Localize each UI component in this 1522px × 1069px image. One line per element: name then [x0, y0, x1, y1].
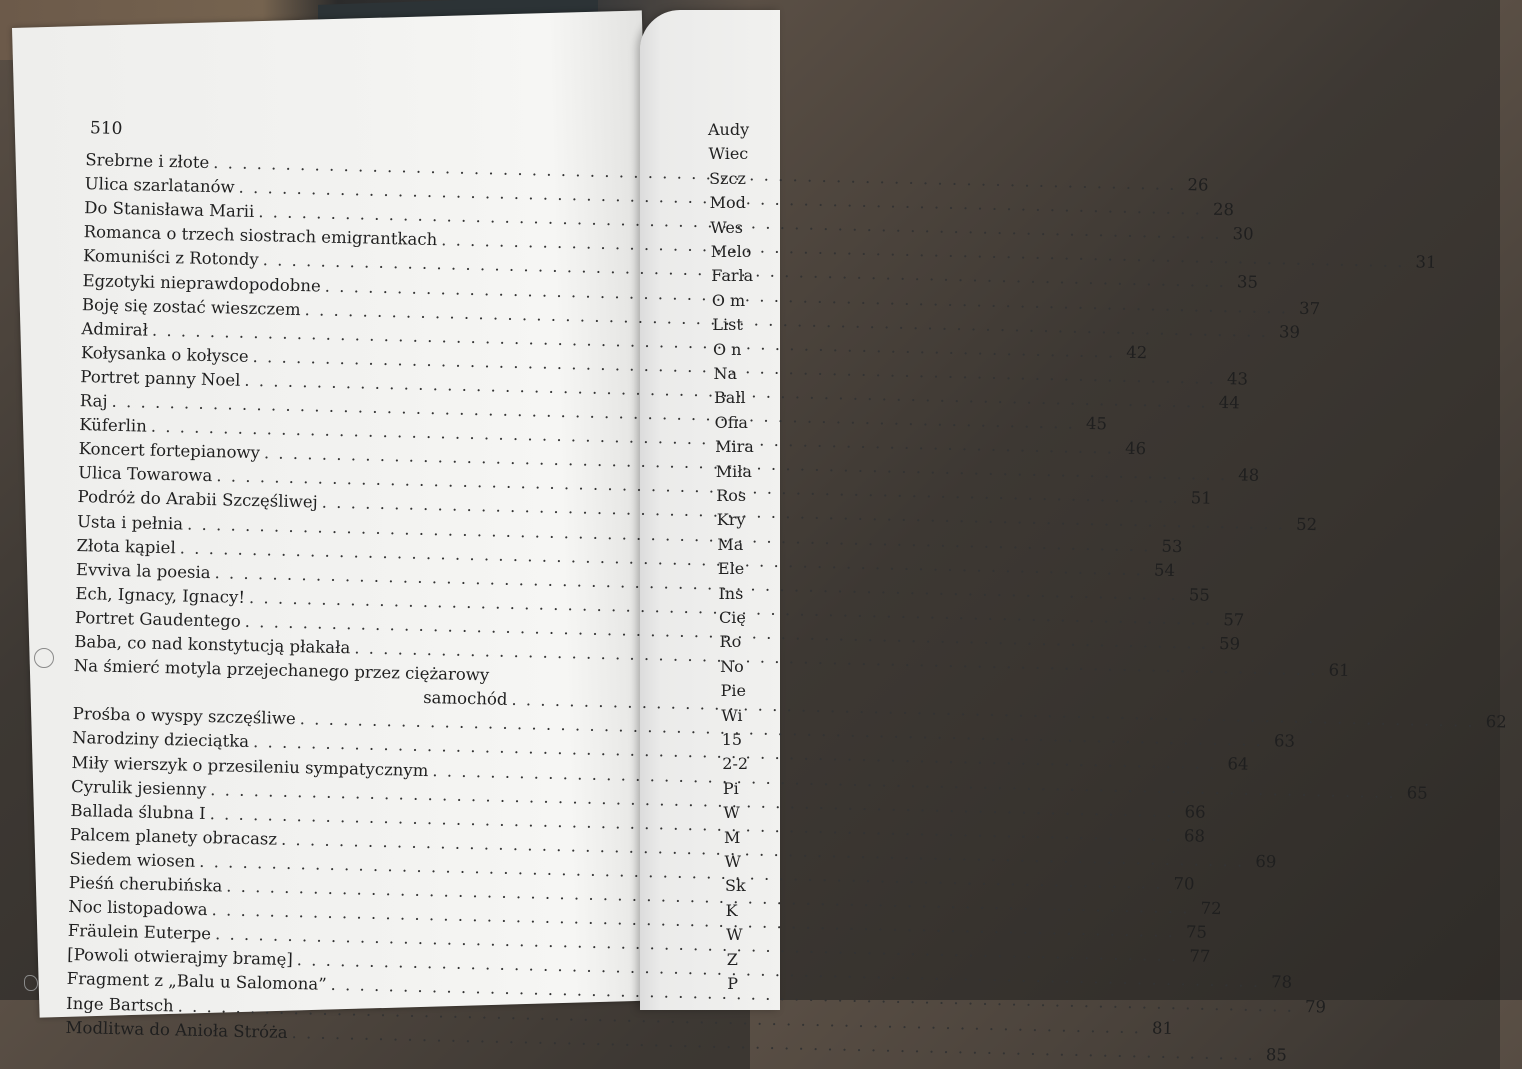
- toc-entry-title: Inge Bartsch: [65, 993, 174, 1015]
- right-page-fragment: O m: [711, 290, 746, 310]
- toc-entry-title: Prośba o wyspy szczęśliwe: [72, 704, 296, 729]
- toc-entry-page: 78: [1270, 972, 1293, 993]
- toc-entry-title: Srebrne i złote: [85, 150, 210, 172]
- right-page-fragment: Ele: [717, 559, 745, 579]
- right-page-fragment: Mira: [715, 437, 754, 457]
- right-page-fragment: Wiec: [708, 144, 749, 164]
- toc-entry-page: 53: [1161, 536, 1183, 556]
- right-page-fragment: Pi: [722, 778, 739, 798]
- toc-entry-page: 52: [1295, 515, 1318, 535]
- toc-entry-title: Modlitwa do Anioła Stróża: [65, 1017, 288, 1042]
- toc-entry-page: 70: [1173, 873, 1195, 894]
- toc-entry-page: 37: [1298, 298, 1321, 318]
- toc-entry-page: 44: [1218, 392, 1240, 413]
- toc-entry-page: 28: [1212, 199, 1235, 220]
- right-page-fragment: Pie: [720, 681, 746, 701]
- right-page-fragment: Wi: [721, 705, 743, 725]
- right-page-fragment: W: [724, 852, 741, 871]
- right-page-fragment: 15: [721, 730, 743, 749]
- right-page-fragment: List: [712, 315, 743, 335]
- toc-entry-title: Ballada ślubna I: [70, 800, 206, 823]
- toc-entry-page: 64: [1227, 754, 1249, 775]
- toc-entry-page: 35: [1236, 272, 1259, 293]
- right-page-fragment: K: [725, 900, 738, 920]
- right-page-fragment: 2-2: [722, 754, 749, 774]
- toc-entry-title: [Powoli otwierajmy bramę]: [67, 945, 294, 970]
- toc-entry-page: 26: [1187, 175, 1209, 195]
- toc-entry-page: 45: [1085, 413, 1108, 434]
- toc-entry-title: Podróż do Arabii Szczęśliwej: [77, 487, 318, 512]
- toc-entry-title: Do Stanisława Marii: [84, 198, 255, 222]
- right-page-fragment: Miła: [715, 461, 752, 481]
- right-page-fragment: Sk: [725, 876, 746, 896]
- toc-entry-page: 30: [1232, 224, 1254, 244]
- toc-entry-title: Evviva la poesia: [75, 559, 211, 582]
- right-page-fragment: Kry: [716, 510, 746, 530]
- right-page-fragment: Melo: [710, 242, 752, 261]
- toc-entry-title: Komuniści z Rotondy: [82, 246, 259, 270]
- toc-entry-title: Cyrulik jesienny: [70, 776, 207, 799]
- toc-entry-page: 81: [1151, 1018, 1174, 1038]
- toc-entry-title: Ulica szarlatanów: [84, 174, 235, 197]
- toc-entry-page: 79: [1304, 997, 1327, 1017]
- toc-entry-page: 77: [1189, 946, 1211, 967]
- toc-entry-page: 46: [1124, 438, 1147, 459]
- right-page-fragment: Ins: [718, 583, 744, 603]
- toc-entry-page: 39: [1278, 321, 1301, 342]
- right-page-fragment: W: [726, 925, 743, 945]
- toc-entry-page: 54: [1153, 560, 1176, 580]
- right-page-fragment: Wes: [710, 217, 744, 237]
- toc-entry-title: Pieśń cherubińska: [68, 872, 223, 896]
- toc-entry-title: Portret Gaudentego: [74, 607, 242, 631]
- toc-entry-title: Siedem wiosen: [69, 848, 196, 871]
- toc-entry-page: 55: [1188, 584, 1211, 605]
- toc-entry-page: 69: [1255, 851, 1277, 872]
- toc-entry-page: 66: [1184, 801, 1206, 822]
- toc-entry-title: Noc listopadowa: [68, 897, 208, 920]
- toc-entry-page: 59: [1218, 633, 1241, 654]
- right-page-fragment: Ros: [716, 486, 747, 505]
- right-page-fragment: Mod: [709, 193, 746, 213]
- right-page-fragment: No: [720, 656, 744, 676]
- right-page-fragment: Ball: [714, 388, 746, 408]
- toc-entry-title: Palcem planety obracasz: [69, 824, 278, 849]
- toc-entry-title: Fragment z „Balu u Salomona”: [66, 969, 327, 995]
- toc-entry-page: 61: [1328, 660, 1350, 680]
- toc-entry-title: Narodziny dzieciątka: [71, 728, 250, 752]
- toc-entry-title: Miły wierszyk o przesileniu sympatycznym: [71, 752, 429, 780]
- right-page-fragment: W: [723, 803, 740, 823]
- toc-entry-continuation-text: samochód: [422, 688, 508, 710]
- toc-entry-page: 85: [1265, 1044, 1288, 1065]
- right-page-fragment: Z: [726, 949, 738, 969]
- toc-entry: [74, 656, 560, 686]
- toc-entry-page: 65: [1406, 782, 1428, 803]
- toc-entry-title: Baba, co nad konstytucją płakała: [74, 632, 351, 658]
- toc-entry-page: 31: [1415, 252, 1437, 273]
- right-page-fragment: M: [723, 827, 741, 847]
- toc-entry-title: Usta i pełnia: [76, 511, 184, 533]
- right-page-fragment: Szcz: [709, 168, 746, 188]
- toc-entry-title: Küferlin: [79, 415, 148, 436]
- page-number: 510: [89, 118, 123, 139]
- right-page-fragment: Cię: [719, 608, 746, 627]
- toc-entry-title: Fräulein Euterpe: [67, 921, 212, 944]
- toc-entry-page: 62: [1485, 712, 1507, 732]
- toc-entry-title: Romanca o trzech siostrach emigrantkach: [83, 222, 438, 250]
- toc-entry-page: 75: [1185, 922, 1208, 942]
- pencil-circle-mark: [24, 975, 38, 991]
- toc-entry-page: 51: [1190, 488, 1212, 509]
- toc-entry-page: 68: [1183, 825, 1206, 846]
- toc-entry-page: 72: [1200, 898, 1222, 919]
- toc-entry-page: 63: [1273, 731, 1296, 752]
- toc-entry-page: 48: [1238, 465, 1260, 486]
- toc-entry-title: Kołysanka o kołysce: [80, 342, 249, 366]
- right-page-fragment: Farla: [711, 266, 754, 286]
- right-page-fragment: Ma: [717, 534, 744, 554]
- pencil-circle-mark: [34, 648, 54, 668]
- toc-entry-title: Ech, Ignacy, Ignacy!: [75, 583, 246, 607]
- right-page-fragment: P: [727, 974, 739, 993]
- toc-entry-title: Złota kąpiel: [76, 535, 176, 557]
- toc-entry-title: Na śmierć motyla przejechanego przez ciężarowy: [73, 656, 490, 685]
- toc-entry-title: Egzotyki nieprawdopodobne: [82, 270, 321, 295]
- toc-entry-title: Raj: [79, 391, 108, 411]
- toc-entry-title: Portret panny Noel: [80, 366, 241, 390]
- right-page-fragment: O n: [712, 339, 742, 359]
- right-page-fragment: Ofia: [714, 412, 748, 432]
- right-page-fragment: Na: [713, 364, 738, 383]
- toc-entry-title: Koncert fortepianowy: [78, 439, 261, 463]
- right-page-fragment: Audy: [708, 120, 750, 139]
- toc-entry-title: Admirał: [81, 318, 149, 340]
- toc-entry-title: Ulica Towarowa: [78, 463, 213, 486]
- toc-entry-title: Boję się zostać wieszczem: [81, 294, 301, 319]
- right-page-fragment: Ro: [719, 632, 742, 652]
- toc-entry-page: 42: [1126, 342, 1148, 362]
- toc-entry-page: 43: [1226, 368, 1249, 389]
- toc-entry-page: 57: [1223, 609, 1245, 630]
